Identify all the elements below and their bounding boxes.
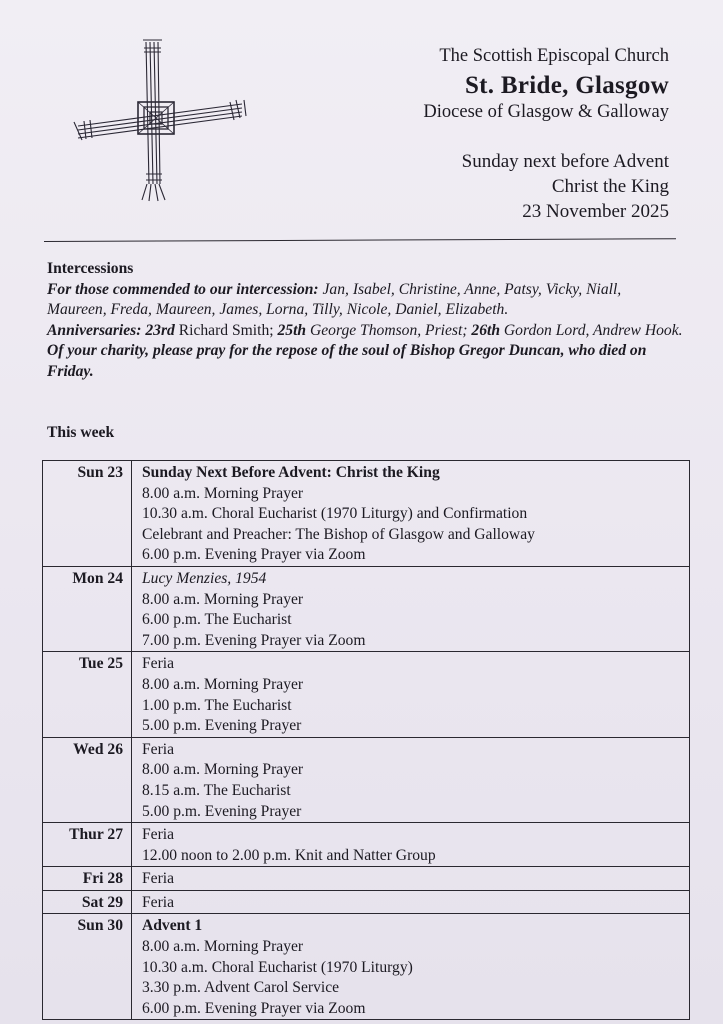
- commended-names: Jan, Isabel, Christine, Anne, Patsy, Vicky, Niall, Maureen, Freda, Maureen, James, Lorna, Tilly, Nicole, Daniel, Elizabeth.: [47, 280, 622, 318]
- schedule-events: [132, 890, 690, 914]
- day-title: Feria: [142, 870, 175, 888]
- service-item: 6.00 p.m. The Eucharist: [142, 611, 292, 629]
- day-title: Lucy Menzies, 1954: [142, 569, 267, 587]
- service-item: 8.00 a.m. Morning Prayer: [142, 761, 304, 779]
- anniv-day: 23rd: [141, 321, 175, 339]
- day-title: Feria: [142, 655, 175, 673]
- day-title: Sunday Next Before Advent: Christ the King: [142, 464, 440, 481]
- day-title: Advent 1: [142, 917, 203, 935]
- schedule-row: [43, 914, 690, 1020]
- schedule-row: [43, 566, 690, 651]
- service-item: 8.00 a.m. Morning Prayer: [142, 938, 304, 956]
- schedule-events: [132, 867, 690, 891]
- page-title: St. Bride, Glasgow: [464, 72, 669, 99]
- service-item: 5.00 p.m. Evening Prayer: [142, 802, 302, 820]
- service-item: 3.30 p.m. Advent Carol Service: [142, 979, 340, 997]
- church-name: The Scottish Episcopal Church: [439, 46, 669, 66]
- schedule-row: [43, 890, 690, 914]
- service-item: 7.00 p.m. Evening Prayer via Zoom: [142, 631, 366, 649]
- service-item: 10.30 a.m. Choral Eucharist (1970 Liturgy): [142, 958, 413, 976]
- schedule-day: Fri 28: [43, 867, 132, 891]
- day-title: Feria: [142, 826, 175, 844]
- intercessions-heading: Intercessions: [47, 260, 134, 277]
- anniv-day: 26th: [471, 321, 500, 339]
- schedule-day: Mon 24: [43, 566, 132, 651]
- schedule-day: Thur 27: [43, 823, 132, 867]
- service-item: 6.00 p.m. Evening Prayer via Zoom: [142, 546, 366, 564]
- weekly-schedule-table: [42, 460, 690, 1020]
- service-item: 8.00 a.m. Morning Prayer: [142, 590, 304, 608]
- anniv-names: George Thomson, Priest;: [306, 321, 472, 339]
- anniv-day: 25th: [277, 321, 307, 339]
- service-item: 8.00 a.m. Morning Prayer: [142, 675, 304, 693]
- st-brigid-cross-icon: [70, 34, 250, 206]
- day-title: Feria: [142, 740, 175, 758]
- schedule-events: [132, 652, 690, 737]
- schedule-row: [43, 867, 690, 891]
- schedule-events: [132, 914, 690, 1020]
- anniv-names: Gordon Lord, Andrew Hook.: [500, 321, 683, 339]
- anniv-names: Richard Smith;: [174, 321, 278, 339]
- schedule-events: [132, 461, 690, 567]
- commended-list: [47, 280, 683, 321]
- this-week-heading: This week: [47, 424, 115, 441]
- service-item: Celebrant and Preacher: The Bishop of Glasgow and Galloway: [142, 525, 535, 543]
- charity-text: Of your charity, please pray for the repose of the soul of Bishop Gregor Duncan, who died on Friday.: [47, 342, 647, 380]
- occasion-line-1: Sunday next before Advent: [461, 151, 669, 172]
- diocese-name: Diocese of Glasgow & Galloway: [423, 102, 669, 122]
- intercessions-section: [47, 259, 683, 382]
- service-item: 1.00 p.m. The Eucharist: [142, 696, 292, 714]
- service-item: 6.00 p.m. Evening Prayer via Zoom: [142, 999, 366, 1017]
- service-item: 5.00 p.m. Evening Prayer: [142, 717, 302, 735]
- charity-request: [47, 341, 683, 382]
- schedule-day: Sun 23: [43, 461, 132, 567]
- service-item: 8.15 a.m. The Eucharist: [142, 781, 291, 799]
- service-item: 8.00 a.m. Morning Prayer: [142, 484, 304, 502]
- schedule-day: Sun 30: [43, 914, 132, 1020]
- header-divider: [44, 238, 676, 242]
- schedule-day: Sat 29: [43, 890, 132, 914]
- service-item: 12.00 noon to 2.00 p.m. Knit and Natter Group: [142, 846, 436, 864]
- schedule-day: Wed 26: [43, 737, 132, 822]
- schedule-events: [132, 823, 690, 867]
- service-date: 23 November 2025: [522, 201, 669, 222]
- day-title: Feria: [142, 893, 175, 911]
- schedule-events: [132, 566, 690, 651]
- schedule-day: Tue 25: [43, 652, 132, 737]
- anniversaries-label: Anniversaries:: [47, 321, 142, 339]
- schedule-row: [43, 737, 690, 822]
- occasion-line-2: Christ the King: [551, 176, 669, 197]
- schedule-row: [43, 461, 690, 567]
- schedule-row: [43, 823, 690, 867]
- service-item: 10.30 a.m. Choral Eucharist (1970 Liturgy) and Confirmation: [142, 505, 528, 523]
- anniversaries: [47, 321, 683, 342]
- schedule-row: [43, 652, 690, 737]
- schedule-events: [132, 737, 690, 822]
- commended-label: For those commended to our intercession:: [47, 280, 319, 298]
